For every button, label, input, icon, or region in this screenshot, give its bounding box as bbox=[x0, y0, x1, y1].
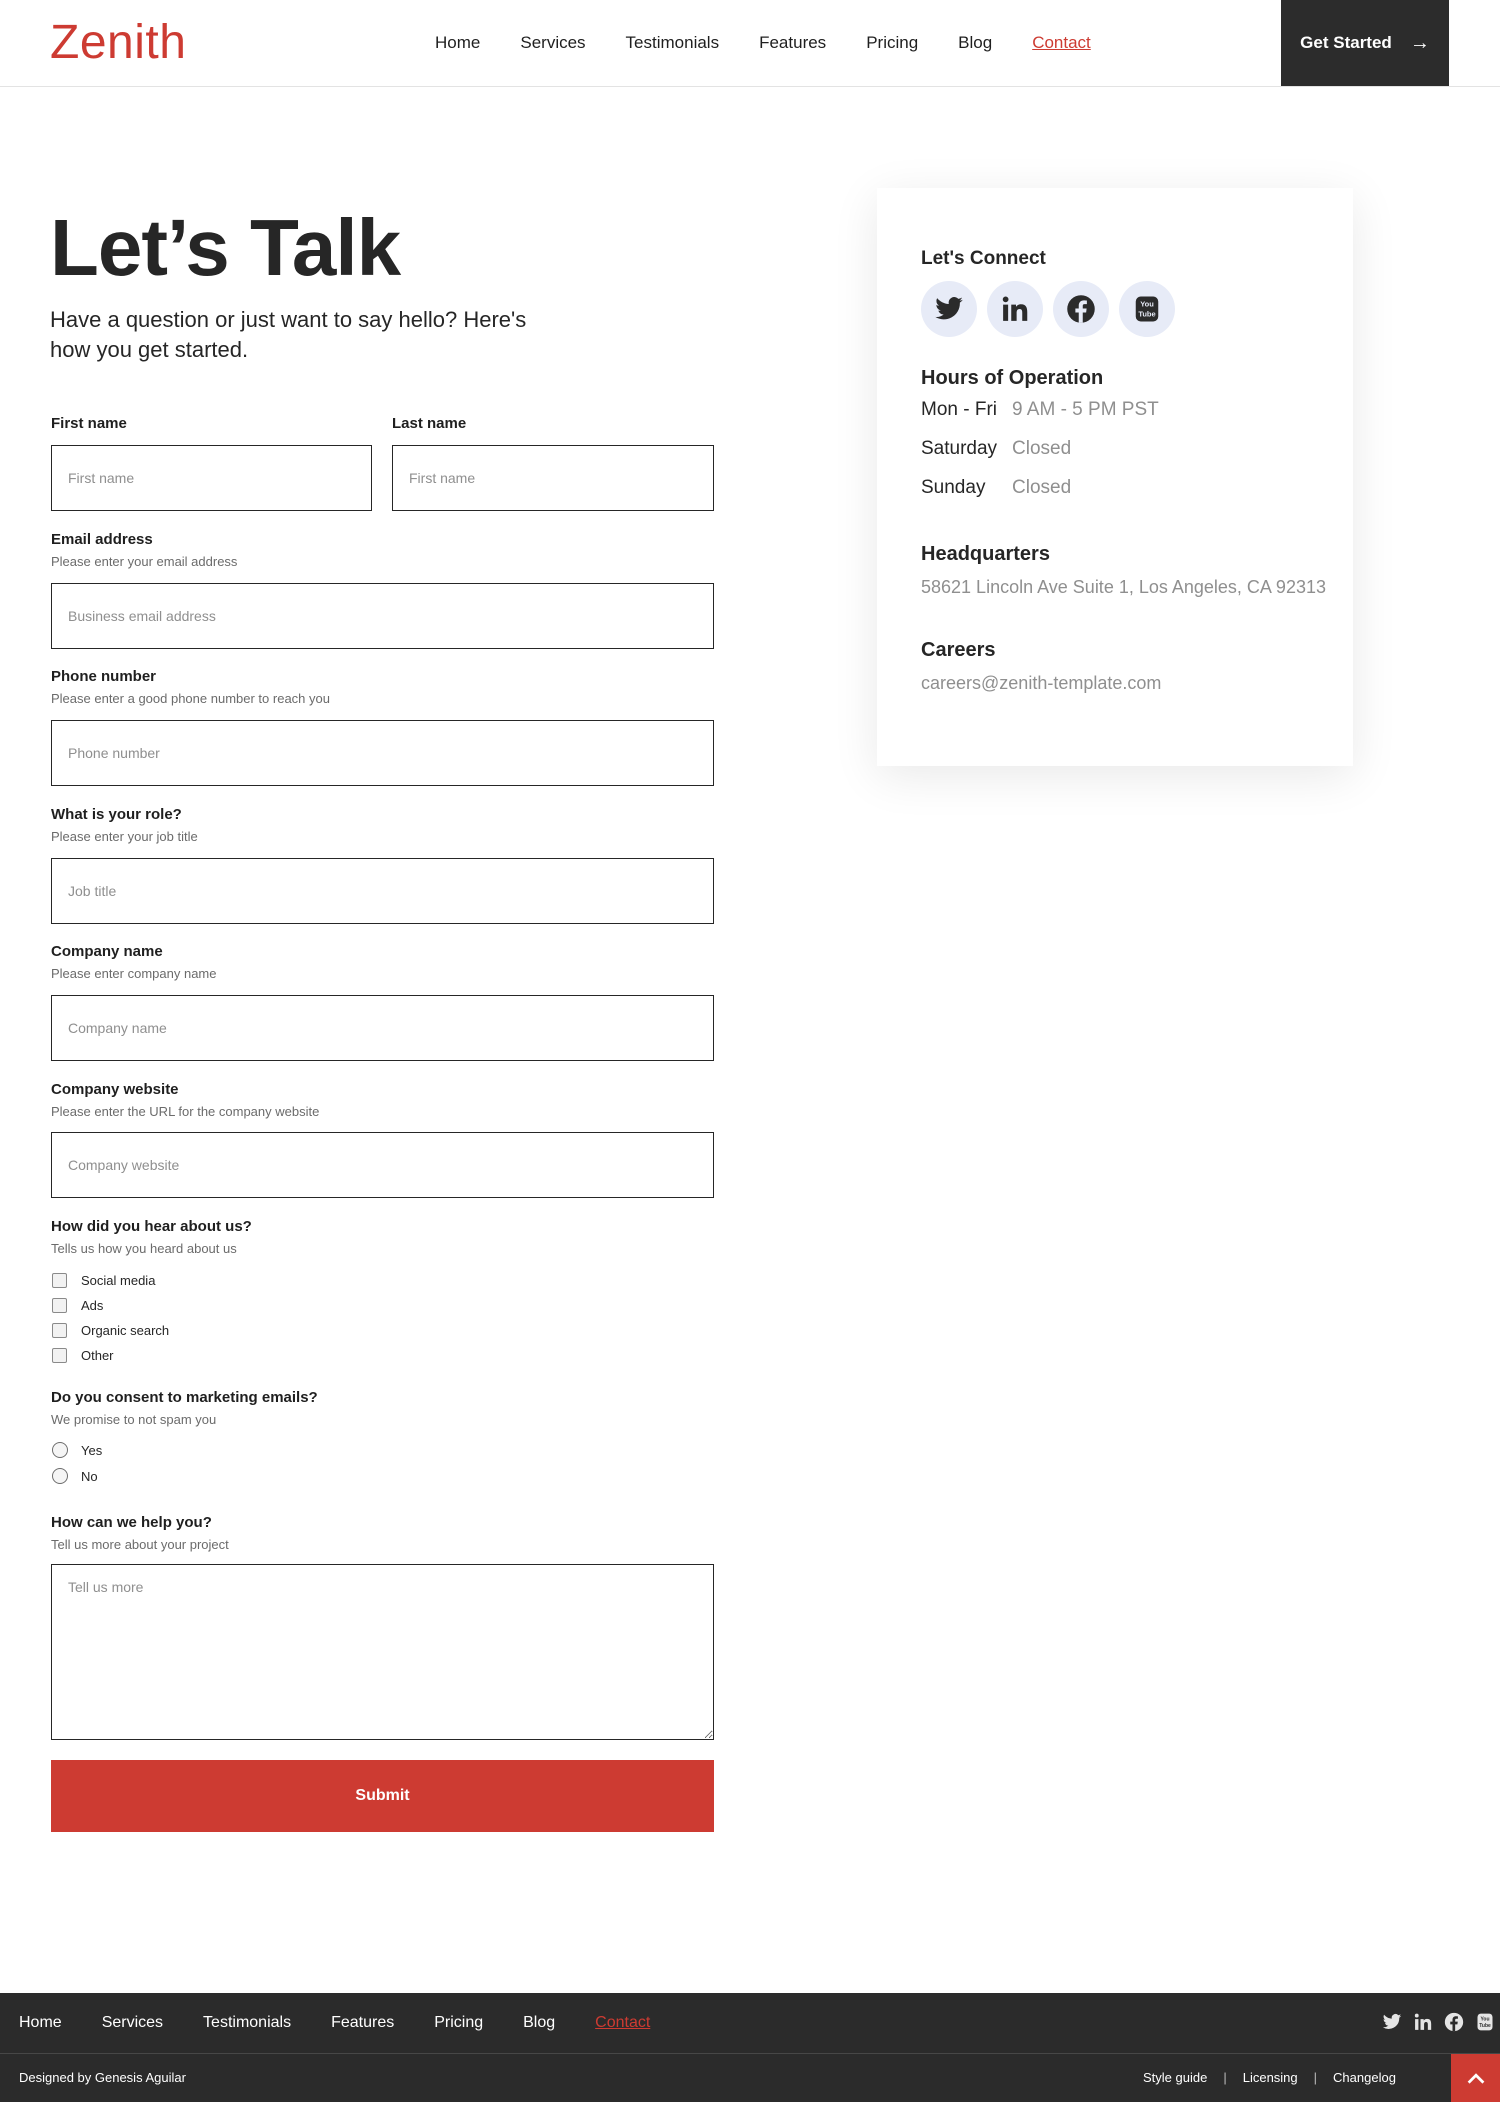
email-label: Email address bbox=[51, 531, 153, 548]
footer-nav-pricing[interactable]: Pricing bbox=[434, 2013, 484, 2031]
contact-info-card bbox=[877, 188, 1353, 766]
linkedin-icon[interactable] bbox=[1407, 2011, 1438, 2033]
message-label: How can we help you? bbox=[51, 1514, 212, 1531]
headquarters-heading: Headquarters bbox=[921, 543, 1050, 565]
linkedin-icon[interactable] bbox=[987, 281, 1043, 337]
source-option-social[interactable] bbox=[52, 1270, 155, 1290]
designer-credit: Designed by Genesis Aguilar bbox=[19, 2070, 186, 2085]
style-guide-link[interactable]: Style guide bbox=[1143, 2070, 1208, 2085]
phone-hint: Please enter a good phone number to reach you bbox=[51, 691, 330, 706]
svg-text:Tube: Tube bbox=[1138, 309, 1156, 319]
consent-hint: We promise to not spam you bbox=[51, 1412, 217, 1427]
twitter-icon[interactable] bbox=[921, 281, 977, 337]
youtube-icon[interactable] bbox=[1119, 281, 1175, 337]
consent-option-yes[interactable] bbox=[52, 1440, 102, 1460]
site-footer bbox=[0, 1993, 1500, 2102]
changelog-link[interactable]: Changelog bbox=[1333, 2070, 1396, 2085]
first-name-input[interactable] bbox=[51, 445, 372, 511]
licensing-link[interactable]: Licensing bbox=[1242, 2070, 1298, 2085]
nav-pricing[interactable]: Pricing bbox=[866, 33, 919, 52]
facebook-icon[interactable] bbox=[1053, 281, 1109, 337]
option-label: Other bbox=[81, 1347, 114, 1363]
option-label: Ads bbox=[81, 1297, 104, 1313]
footer-nav-blog[interactable]: Blog bbox=[523, 2013, 556, 2031]
footer-social-links bbox=[1376, 2011, 1500, 2033]
back-to-top-button[interactable] bbox=[1451, 2054, 1500, 2102]
footer-nav bbox=[19, 1993, 690, 2052]
role-hint: Please enter your job title bbox=[51, 829, 198, 844]
main-nav bbox=[435, 0, 1131, 86]
get-started-button[interactable] bbox=[1281, 0, 1449, 86]
nav-blog[interactable]: Blog bbox=[958, 33, 993, 52]
nav-services[interactable]: Services bbox=[520, 33, 586, 52]
hours-time: 9 AM - 5 PM PST bbox=[1012, 399, 1159, 420]
headquarters-address: 58621 Lincoln Ave Suite 1, Los Angeles, CA 92313 bbox=[921, 577, 1326, 597]
checkbox[interactable] bbox=[52, 1298, 67, 1313]
footer-nav-features[interactable]: Features bbox=[331, 2013, 395, 2031]
source-option-ads[interactable] bbox=[52, 1295, 103, 1315]
hours-row bbox=[921, 476, 1071, 500]
hours-row bbox=[921, 437, 1071, 461]
page-title: Let’s Talk bbox=[50, 203, 401, 292]
role-label: What is your role? bbox=[51, 806, 182, 823]
email-input[interactable] bbox=[51, 583, 714, 649]
separator: | bbox=[1223, 2070, 1227, 2085]
svg-text:You: You bbox=[1140, 299, 1154, 309]
role-input[interactable] bbox=[51, 858, 714, 924]
svg-text:Tube: Tube bbox=[1478, 2023, 1491, 2029]
option-label: Social media bbox=[81, 1272, 156, 1288]
chevron-up-icon bbox=[1465, 2067, 1487, 2089]
footer-nav-testimonials[interactable]: Testimonials bbox=[203, 2013, 292, 2031]
consent-option-no[interactable] bbox=[52, 1466, 98, 1486]
careers-heading: Careers bbox=[921, 639, 996, 661]
company-input[interactable] bbox=[51, 995, 714, 1061]
submit-button[interactable]: Submit bbox=[51, 1760, 714, 1832]
twitter-icon[interactable] bbox=[1376, 2011, 1407, 2033]
phone-label: Phone number bbox=[51, 668, 157, 685]
website-input[interactable] bbox=[51, 1132, 714, 1198]
source-label: How did you hear about us? bbox=[51, 1218, 252, 1235]
radio-button[interactable] bbox=[52, 1442, 68, 1458]
hours-heading: Hours of Operation bbox=[921, 367, 1104, 389]
email-hint: Please enter your email address bbox=[51, 554, 238, 569]
option-label: Yes bbox=[81, 1442, 103, 1458]
social-links bbox=[921, 281, 1185, 337]
footer-nav-services[interactable]: Services bbox=[101, 2013, 164, 2031]
website-hint: Please enter the URL for the company website bbox=[51, 1104, 320, 1119]
message-hint: Tell us more about your project bbox=[51, 1537, 229, 1552]
hours-day: Saturday bbox=[921, 438, 998, 459]
svg-text:You: You bbox=[1479, 2016, 1490, 2023]
logo[interactable]: Zenith bbox=[50, 16, 187, 69]
arrow-right-icon: → bbox=[1409, 31, 1430, 54]
last-name-input[interactable] bbox=[392, 445, 714, 511]
separator: | bbox=[1313, 2070, 1318, 2085]
footer-divider bbox=[0, 2053, 1500, 2054]
option-label: Organic search bbox=[81, 1322, 170, 1338]
hours-time: Closed bbox=[1012, 477, 1072, 498]
careers-email-link[interactable]: careers@zenith-template.com bbox=[921, 673, 1162, 693]
get-started-label: Get Started bbox=[1300, 33, 1392, 52]
source-hint: Tells us how you heard about us bbox=[51, 1241, 237, 1256]
radio-button[interactable] bbox=[52, 1468, 68, 1484]
nav-home[interactable]: Home bbox=[435, 33, 481, 52]
consent-label: Do you consent to marketing emails? bbox=[51, 1389, 318, 1406]
footer-nav-home[interactable]: Home bbox=[19, 2013, 62, 2031]
option-label: No bbox=[81, 1468, 98, 1484]
website-label: Company website bbox=[51, 1081, 179, 1098]
hours-day: Sunday bbox=[921, 477, 986, 498]
hours-day: Mon - Fri bbox=[921, 399, 997, 420]
message-textarea[interactable] bbox=[51, 1564, 714, 1740]
nav-contact[interactable]: Contact bbox=[1032, 33, 1091, 52]
phone-input[interactable] bbox=[51, 720, 714, 786]
nav-features[interactable]: Features bbox=[759, 33, 827, 52]
facebook-icon[interactable] bbox=[1438, 2011, 1469, 2033]
nav-testimonials[interactable]: Testimonials bbox=[625, 33, 720, 52]
hours-time: Closed bbox=[1012, 438, 1072, 459]
page-subtitle: Have a question or just want to say hello? Here's how you get started. bbox=[50, 307, 527, 362]
youtube-icon[interactable] bbox=[1469, 2011, 1500, 2033]
company-hint: Please enter company name bbox=[51, 966, 217, 981]
source-option-organic[interactable] bbox=[52, 1320, 169, 1340]
source-option-other[interactable] bbox=[52, 1345, 114, 1365]
hours-row bbox=[921, 398, 1159, 422]
last-name-label: Last name bbox=[392, 415, 467, 432]
connect-heading: Let's Connect bbox=[921, 248, 1046, 269]
footer-nav-contact[interactable]: Contact bbox=[595, 2013, 651, 2031]
checkbox[interactable] bbox=[52, 1348, 67, 1363]
site-header bbox=[0, 0, 1500, 87]
footer-links bbox=[1143, 2070, 1396, 2085]
checkbox[interactable] bbox=[52, 1323, 67, 1338]
company-label: Company name bbox=[51, 943, 163, 960]
first-name-label: First name bbox=[51, 415, 127, 432]
checkbox[interactable] bbox=[52, 1273, 67, 1288]
